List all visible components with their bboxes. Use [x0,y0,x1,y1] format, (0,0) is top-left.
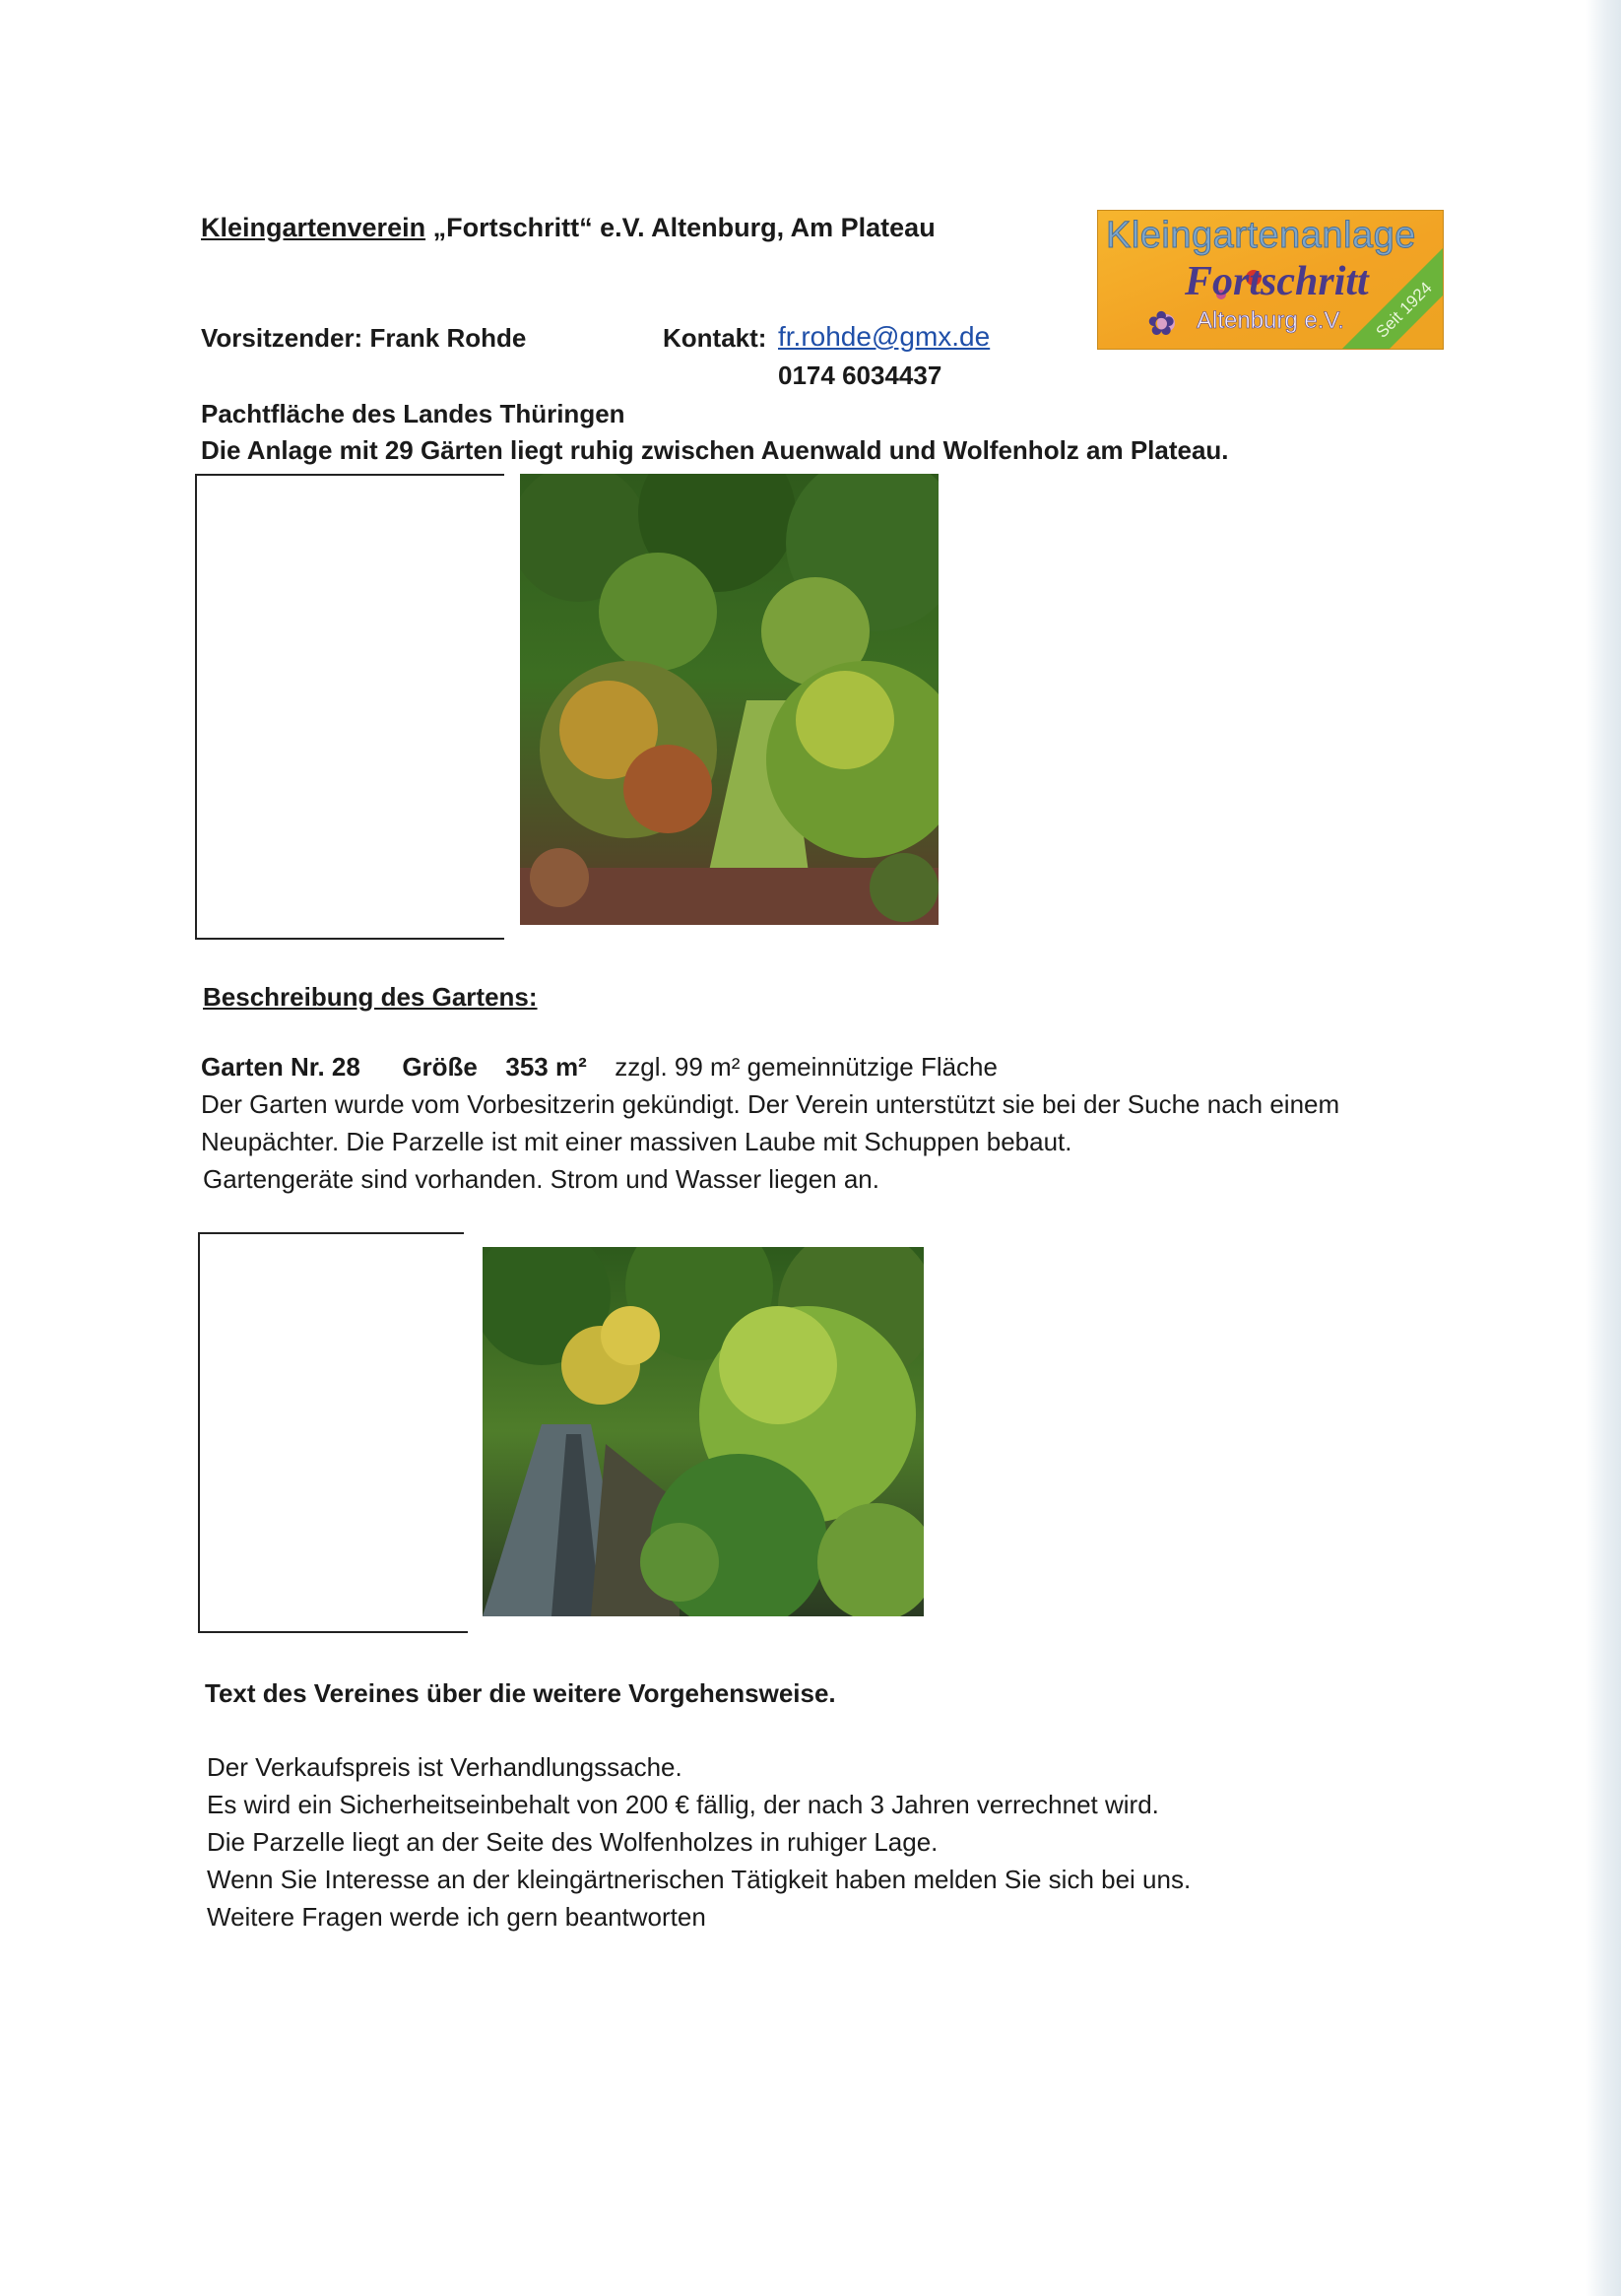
scan-edge [1586,0,1621,2296]
club-name: Kleingartenverein [201,213,426,242]
chair: Vorsitzender: Frank Rohde [201,323,527,353]
procedure-line-5: Weitere Fragen werde ich gern beantworten [207,1902,706,1932]
email-link[interactable]: fr.rohde@gmx.de [778,321,991,352]
logo-line-3: Altenburg e.V. [1197,307,1344,334]
procedure-line-2: Es wird ein Sicherheitseinbehalt von 200 € fällig, der nach 3 Jahren verrechnet wird. [207,1790,1159,1819]
description-line-2: Neupächter. Die Parzelle ist mit einer massiven Laube mit Schuppen bebaut. [201,1127,1072,1156]
page-title [201,213,936,243]
garden-photo-2 [483,1247,924,1616]
logo-line-2: Fortschritt [1185,259,1369,304]
logo-band: Seit 1924 [1333,239,1444,350]
garden-info-line [201,1048,998,1085]
garden-number: Garten Nr. 28 [201,1052,360,1082]
location-note: Die Anlage mit 29 Gärten liegt ruhig zwischen Auenwald und Wolfenholz am Plateau. [201,435,1229,465]
procedure-line-4: Wenn Sie Interesse an der kleingärtnerischen Tätigkeit haben melden Sie sich bei uns. [207,1865,1192,1894]
size-value: 353 m² [505,1052,587,1082]
procedure-line-3: Die Parzelle liegt an der Seite des Wolfenholzes in ruhiger Lage. [207,1827,939,1857]
procedure-line-1: Der Verkaufspreis ist Verhandlungssache. [207,1752,682,1782]
contact-label: Kontakt: [663,323,767,353]
garden-photo-1 [520,474,939,925]
flower-icon: ✿ [1147,305,1176,343]
procedure-heading: Text des Vereines über die weitere Vorgehensweise. [205,1678,836,1708]
description-heading: Beschreibung des Gartens: [203,982,538,1012]
photo-placeholder-frame [198,1232,200,1633]
size-label: Größe [402,1052,478,1082]
phone: 0174 6034437 [778,361,942,390]
club-name-rest: „Fortschritt“ e.V. Altenburg, Am Plateau [432,213,936,242]
logo-line-1: Kleingartenanlage [1106,215,1416,256]
extra-area: zzgl. 99 m² gemeinnützige Fläche [615,1052,998,1082]
description-line-3: Gartengeräte sind vorhanden. Strom und Wasser liegen an. [203,1164,879,1194]
description-line-1: Der Garten wurde vom Vorbesitzerin gekündigt. Der Verein unterstützt sie bei der Suche nach einem [201,1089,1340,1119]
club-logo [1097,210,1444,350]
photo-placeholder-frame [195,474,197,940]
land-note: Pachtfläche des Landes Thüringen [201,399,625,428]
